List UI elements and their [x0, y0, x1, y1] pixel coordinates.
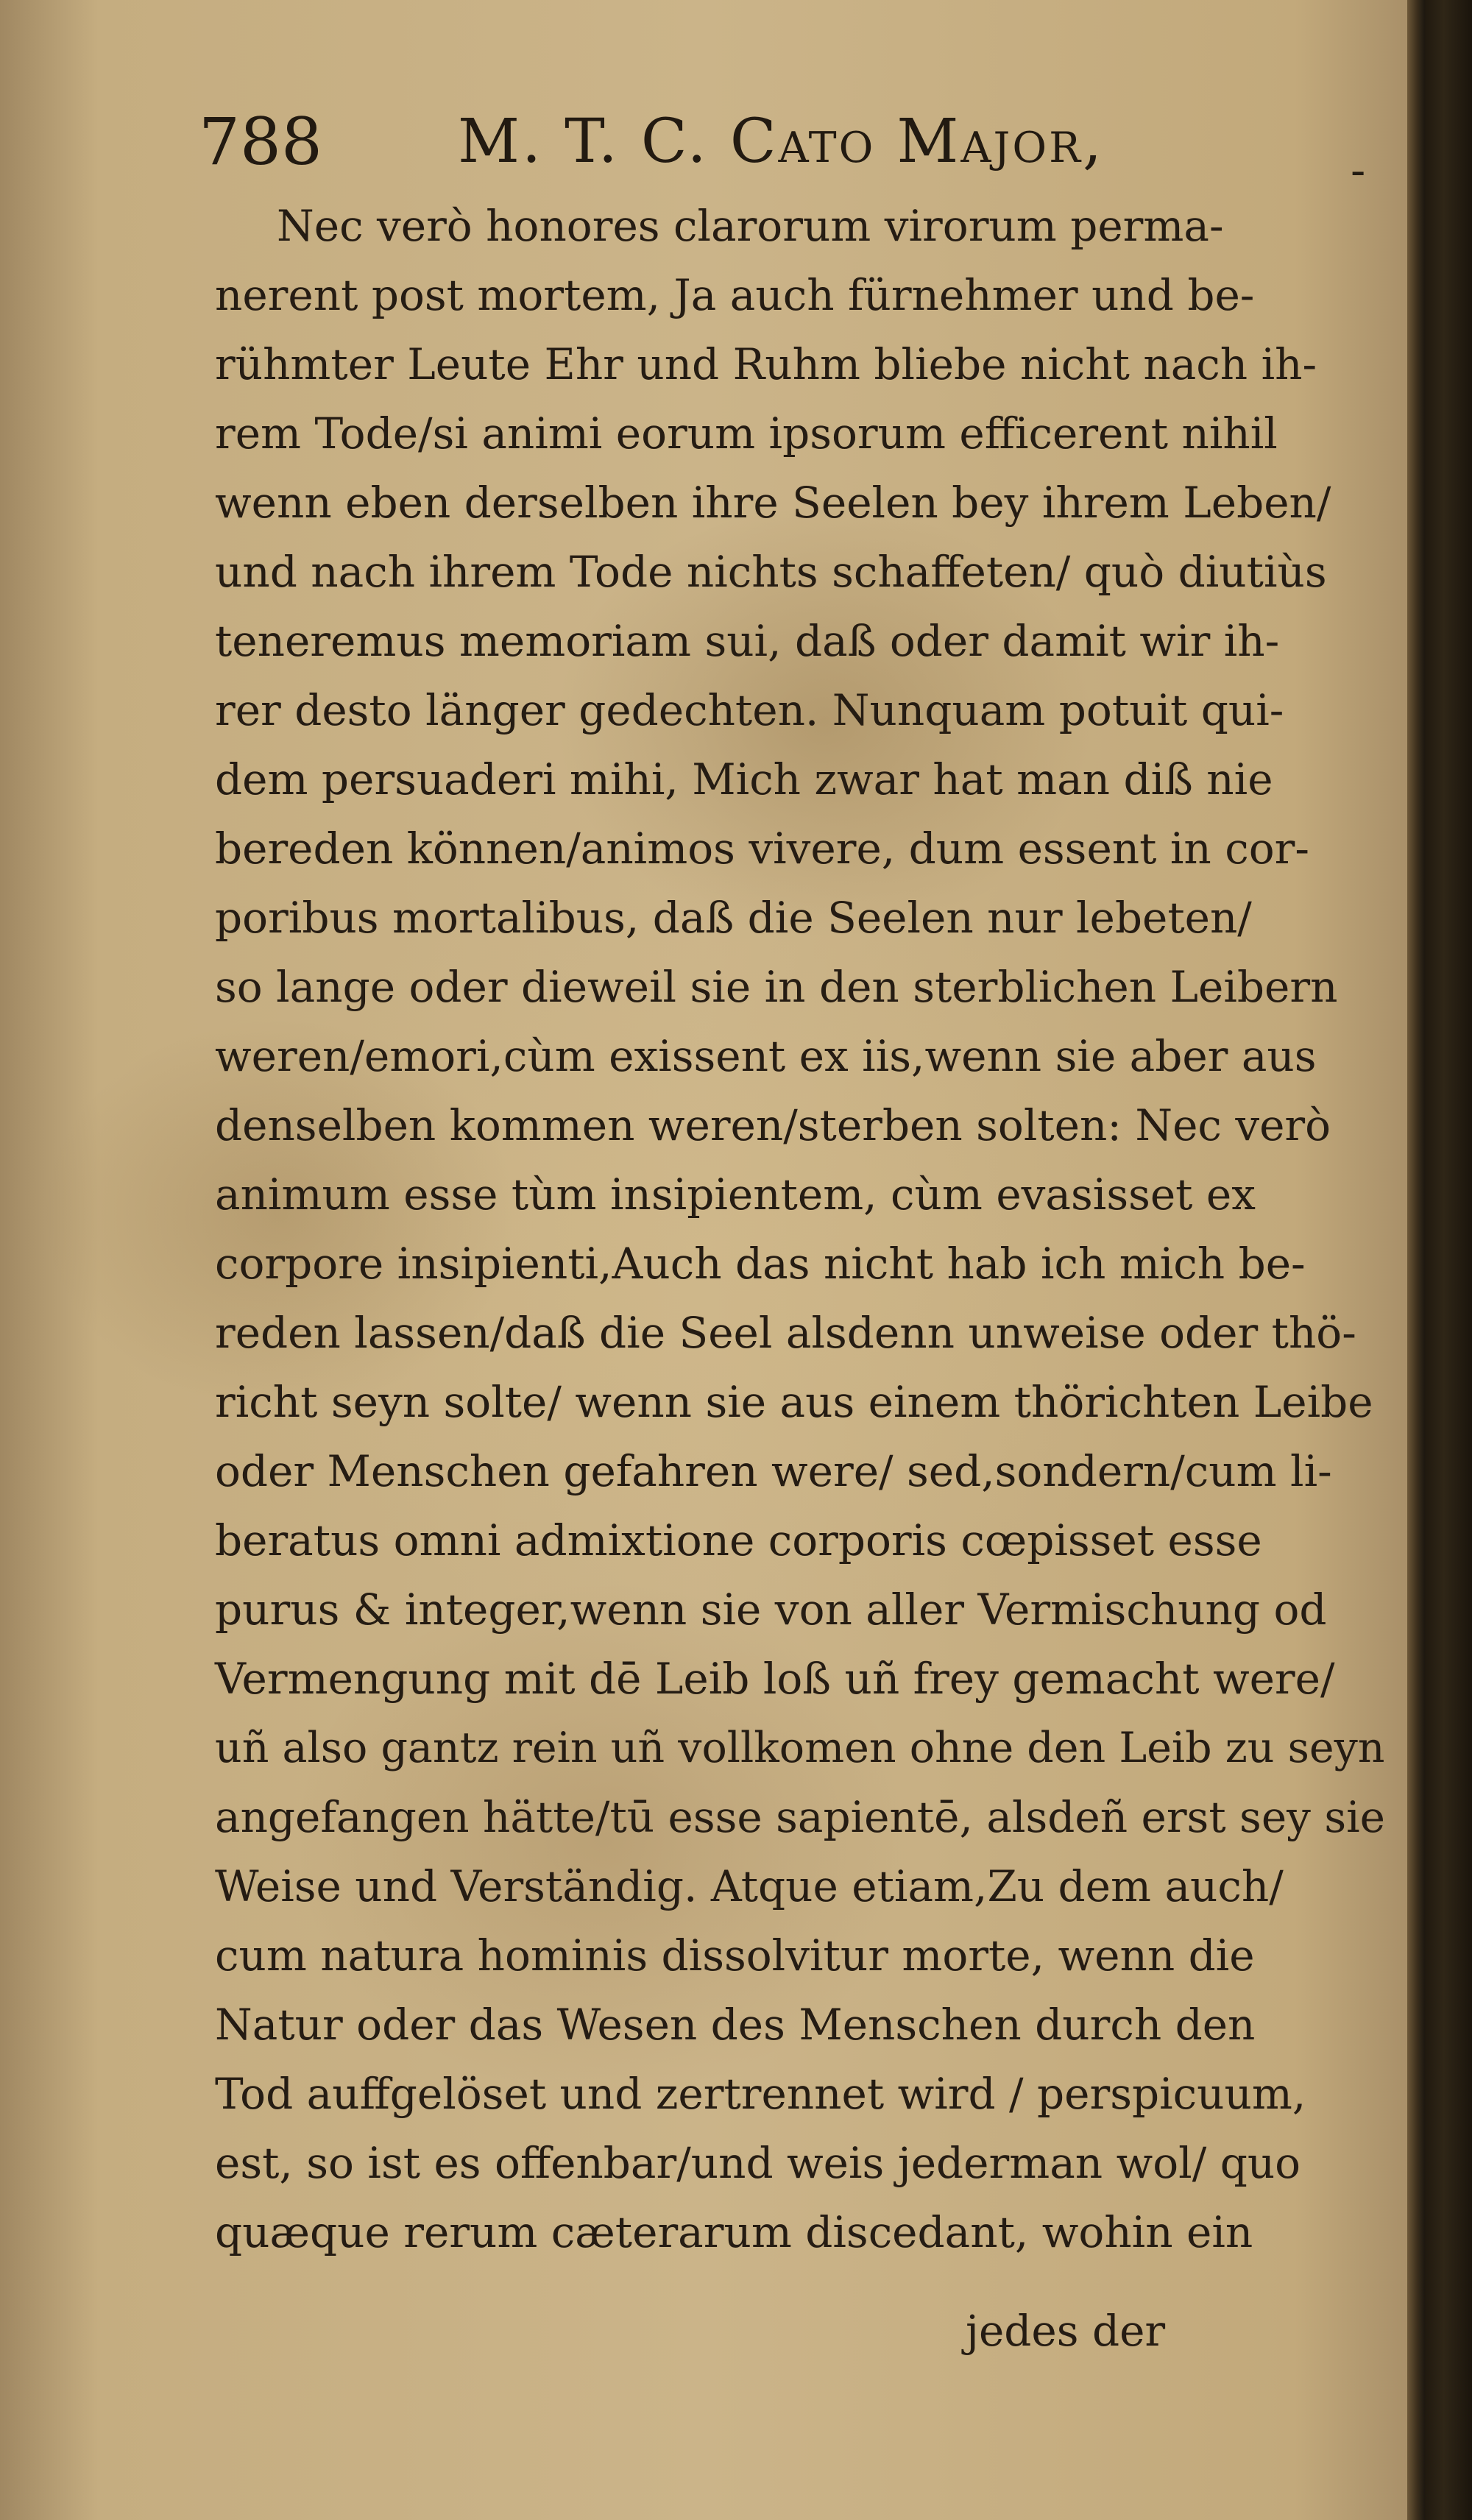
text-line: quæque rerum cæterarum discedant, wohin ein: [215, 2207, 1253, 2257]
text-line: reden lassen/daß die Seel alsdenn unweise oder thö-: [215, 1308, 1356, 1358]
running-title: M. T. C. Cato Major,: [458, 107, 1105, 177]
text-line: Tod auffgelöset und zertrennet wird / perspicuum,: [215, 2069, 1306, 2119]
page-number: 788: [199, 104, 322, 180]
text-line: rem Tode/si animi eorum ipsorum efficerent nihil: [215, 408, 1278, 459]
text-line: cum natura hominis dissolvitur morte, wenn die: [215, 1930, 1255, 1981]
text-line: animum esse tùm insipientem, cùm evasisset ex: [215, 1169, 1256, 1220]
text-line: angefangen hätte/tū esse sapientē, alsdeñ erst sey sie: [215, 1792, 1385, 1842]
corner-mark: -: [1351, 145, 1366, 197]
text-line: Natur oder das Wesen des Menschen durch den: [215, 2000, 1256, 2050]
text-line: weren/emori,cùm exissent ex iis,wenn sie aber aus: [215, 1031, 1317, 1081]
text-line: wenn eben derselben ihre Seelen bey ihrem Leben/: [215, 478, 1331, 528]
text-line: Nec verò honores clarorum virorum perma-: [277, 201, 1224, 251]
text-line: est, so ist es offenbar/und weis jederman wol/ quo: [215, 2138, 1301, 2188]
text-line: beratus omni admixtione corporis cœpisset esse: [215, 1515, 1262, 1565]
text-line: oder Menschen gefahren were/ sed,sondern/cum li-: [215, 1446, 1332, 1496]
text-line: Weise und Verständig. Atque etiam,Zu dem auch/: [215, 1861, 1284, 1911]
text-line: dem persuaderi mihi, Mich zwar hat man diß nie: [215, 754, 1273, 804]
page-gutter: [1407, 0, 1425, 2520]
text-line: richt seyn solte/ wenn sie aus einem thörichten Leibe: [215, 1377, 1373, 1427]
text-line: und nach ihrem Tode nichts schaffeten/ quò diutiùs: [215, 547, 1327, 597]
text-line: uñ also gantz rein uñ vollkomen ohne den Leib zu seyn: [215, 1724, 1385, 1772]
book-edge: [1425, 0, 1472, 2520]
text-line: corpore insipienti,Auch das nicht hab ich mich be-: [215, 1239, 1306, 1289]
catchword: jedes der: [966, 2306, 1166, 2356]
page-header: [199, 102, 1366, 197]
text-line: purus & integer,wenn sie von aller Vermischung od: [215, 1585, 1327, 1635]
text-line: so lange oder dieweil sie in den sterblichen Leibern: [215, 962, 1338, 1012]
text-line: denselben kommen weren/sterben solten: Nec verò: [215, 1100, 1331, 1150]
text-line: Vermengung mit dē Leib loß uñ frey gemacht were/: [215, 1654, 1335, 1704]
text-line: rer desto länger gedechten. Nunquam potuit qui-: [215, 685, 1284, 735]
text-line: rühmter Leute Ehr und Ruhm bliebe nicht nach ih-: [215, 339, 1317, 389]
text-line: nerent post mortem, Ja auch fürnehmer und be-: [215, 270, 1255, 320]
text-line: bereden können/animos vivere, dum essent in cor-: [215, 824, 1309, 874]
text-line: poribus mortalibus, daß die Seelen nur lebeten/: [215, 893, 1252, 943]
text-line: teneremus memoriam sui, daß oder damit wir ih-: [215, 616, 1280, 666]
